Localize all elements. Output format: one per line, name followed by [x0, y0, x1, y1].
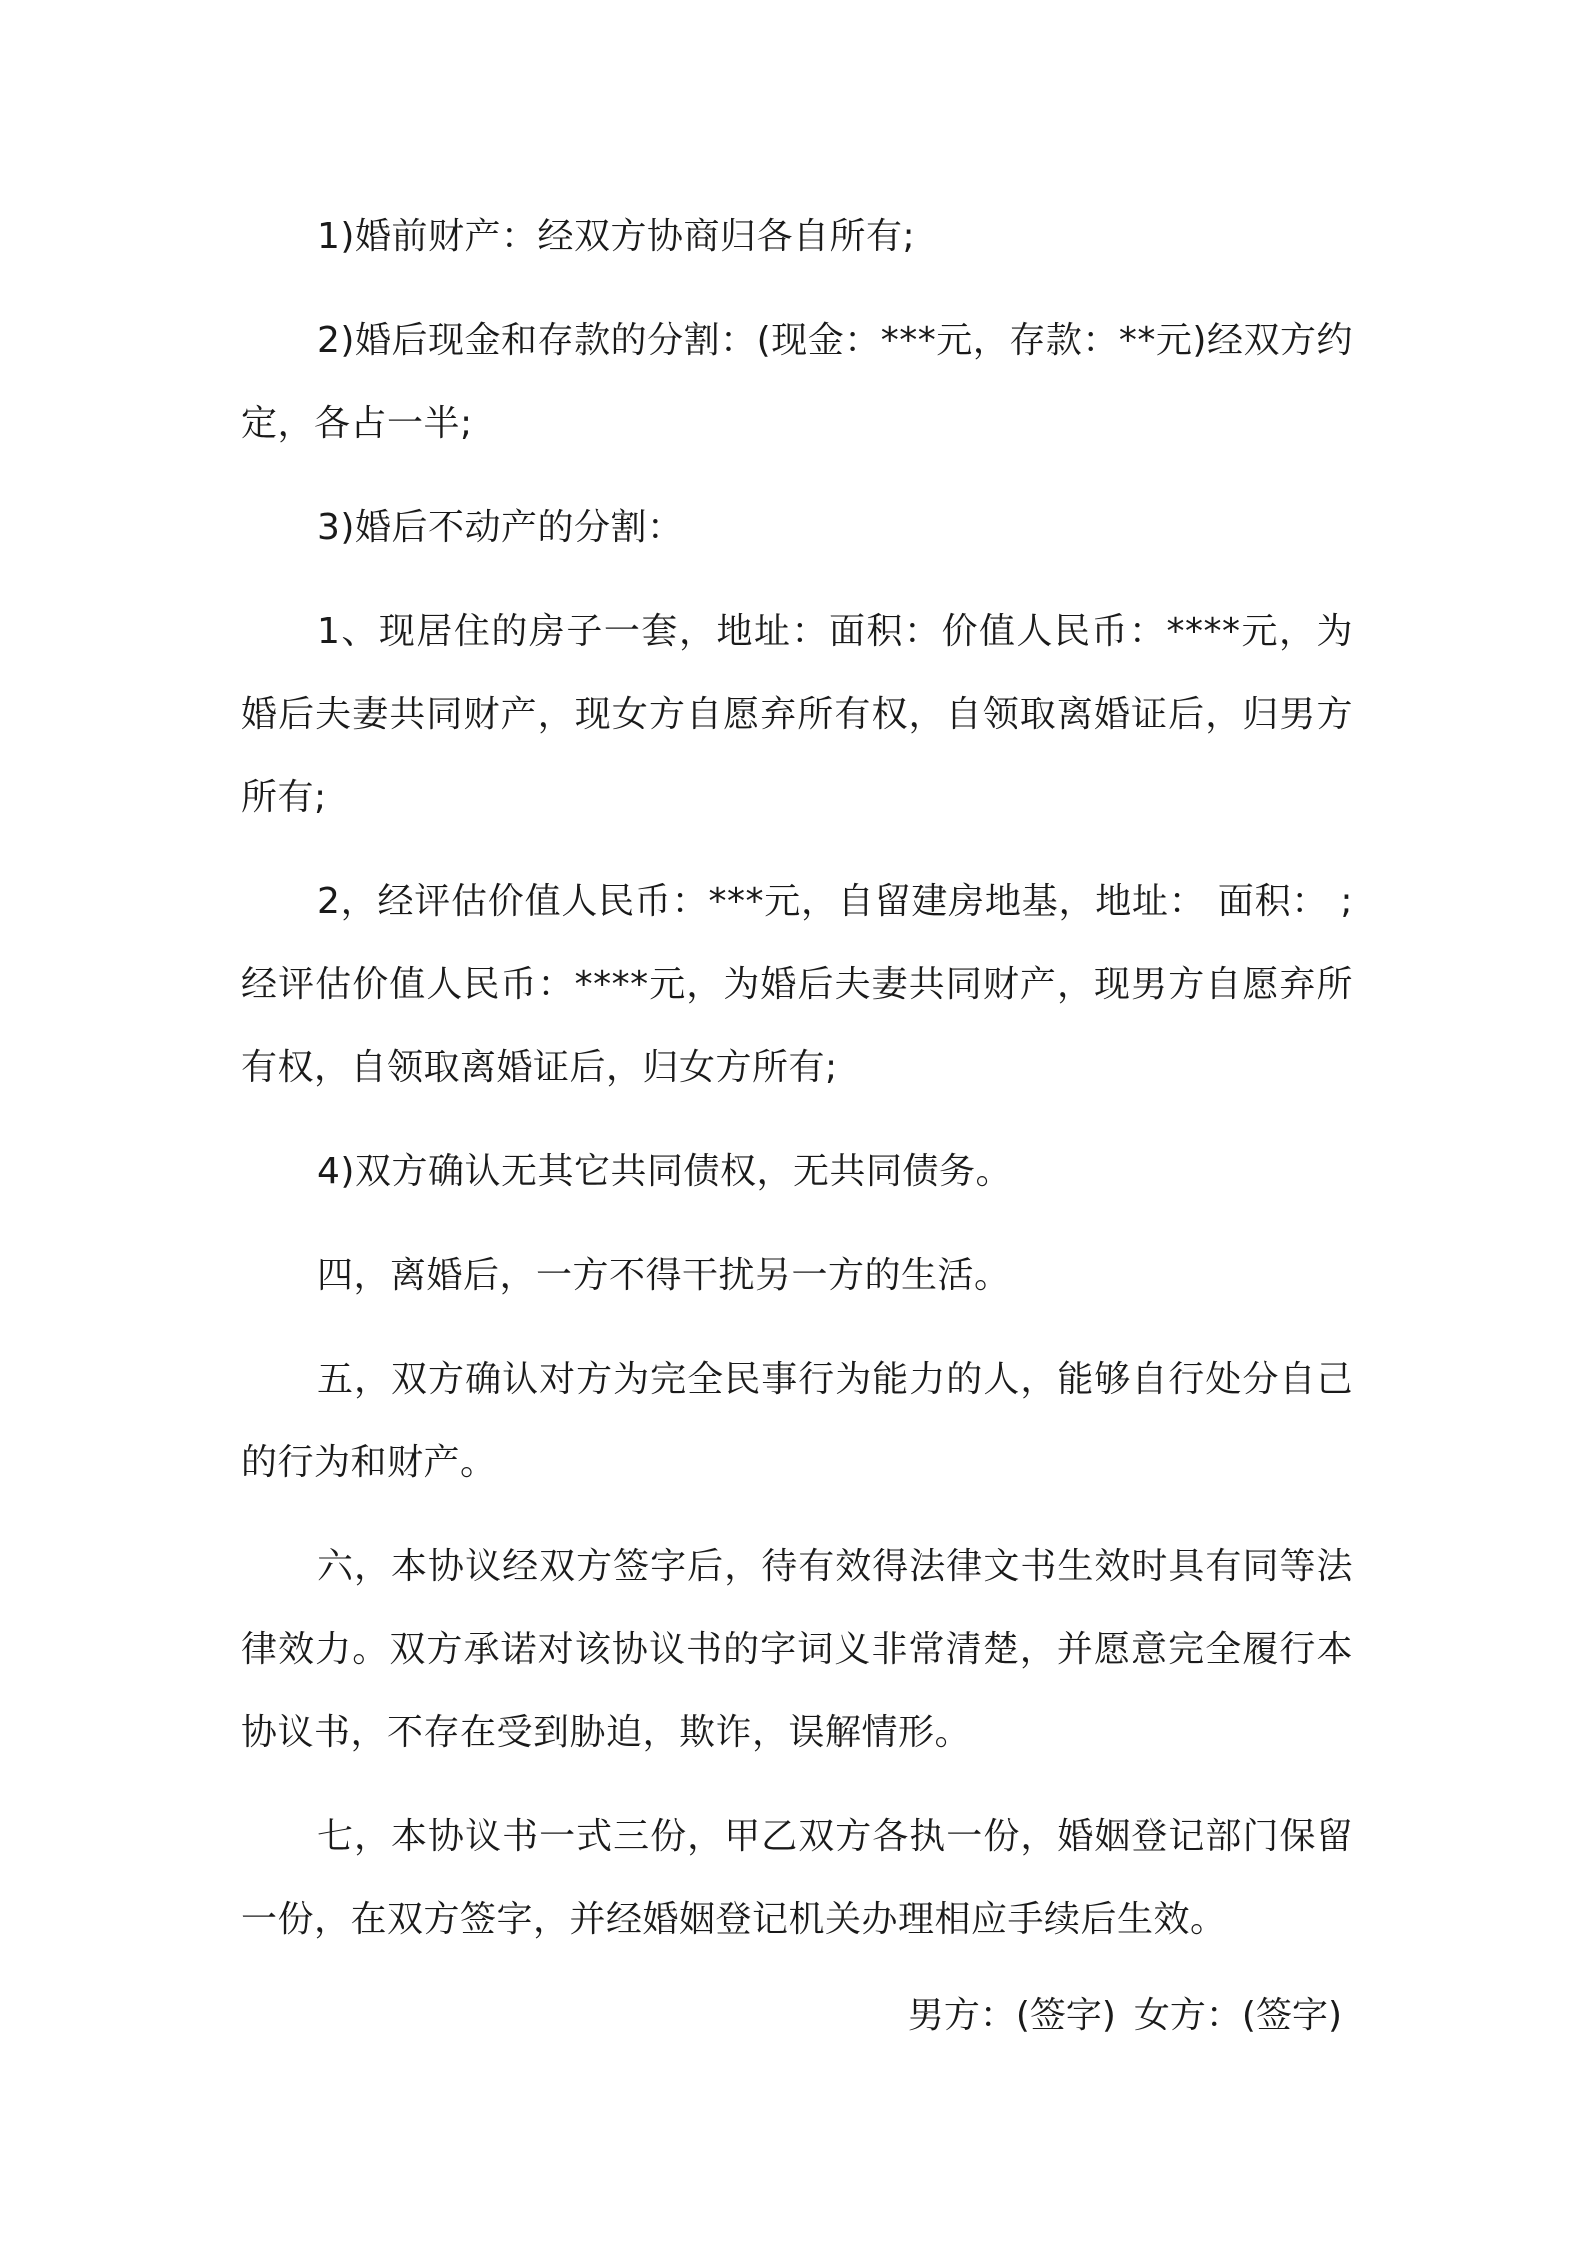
- paragraph-clause-seven: 七，本协议书一式三份，甲乙双方各执一份，婚姻登记部门保留一份，在双方签字，并经婚姻登记机关办理相应手续后生效。: [241, 1816, 1353, 1940]
- paragraph-gap: [241, 1774, 1353, 1795]
- paragraph-gap: [241, 839, 1353, 860]
- paragraph-clause-five: 五，双方确认对方为完全民事行为能力的人，能够自行处分自己的行为和财产。: [241, 1359, 1353, 1483]
- paragraph-gap: [241, 569, 1353, 590]
- female-signature-label: 女方：(签字): [1133, 1995, 1342, 2036]
- paragraph-gap: [241, 465, 1353, 486]
- paragraph-house: 1、现居住的房子一套，地址：面积：价值人民币：****元，为婚后夫妻共同财产，现女方自愿弃所有权，自领取离婚证后，归男方所有;: [241, 611, 1353, 818]
- signature-line: [908, 1986, 1342, 2046]
- paragraph-gap: [241, 1317, 1353, 1338]
- paragraph-gap: [241, 1109, 1353, 1130]
- document-body: [241, 195, 1353, 1961]
- paragraph-gap: [241, 1504, 1353, 1525]
- paragraph-gap: [241, 278, 1353, 299]
- paragraph-clause-four: 四，离婚后，一方不得干扰另一方的生活。: [317, 1255, 1011, 1296]
- male-signature-label: 男方：(签字): [907, 1995, 1116, 2036]
- paragraph-land-plot: 2，经评估价值人民币：***元，自留建房地基，地址： 面积： ;经评估价值人民币：****元，为婚后夫妻共同财产，现男方自愿弃所有权，自领取离婚证后，归女方所有;: [241, 881, 1353, 1088]
- paragraph-cash-deposits: 2)婚后现金和存款的分割：(现金：***元，存款：**元)经双方约定，各占一半;: [241, 320, 1353, 444]
- paragraph-real-estate-heading: 3)婚后不动产的分割：: [317, 507, 684, 548]
- paragraph-clause-six: 六，本协议经双方签字后，待有效得法律文书生效时具有同等法律效力。双方承诺对该协议书的字词义非常清楚，并愿意完全履行本协议书，不存在受到胁迫，欺诈，误解情形。: [241, 1546, 1353, 1753]
- paragraph-debts: 4)双方确认无其它共同债权，无共同债务。: [317, 1151, 1012, 1192]
- paragraph-premarital-property: 1)婚前财产：经双方协商归各自所有;: [317, 216, 916, 257]
- paragraph-gap: [241, 1213, 1353, 1234]
